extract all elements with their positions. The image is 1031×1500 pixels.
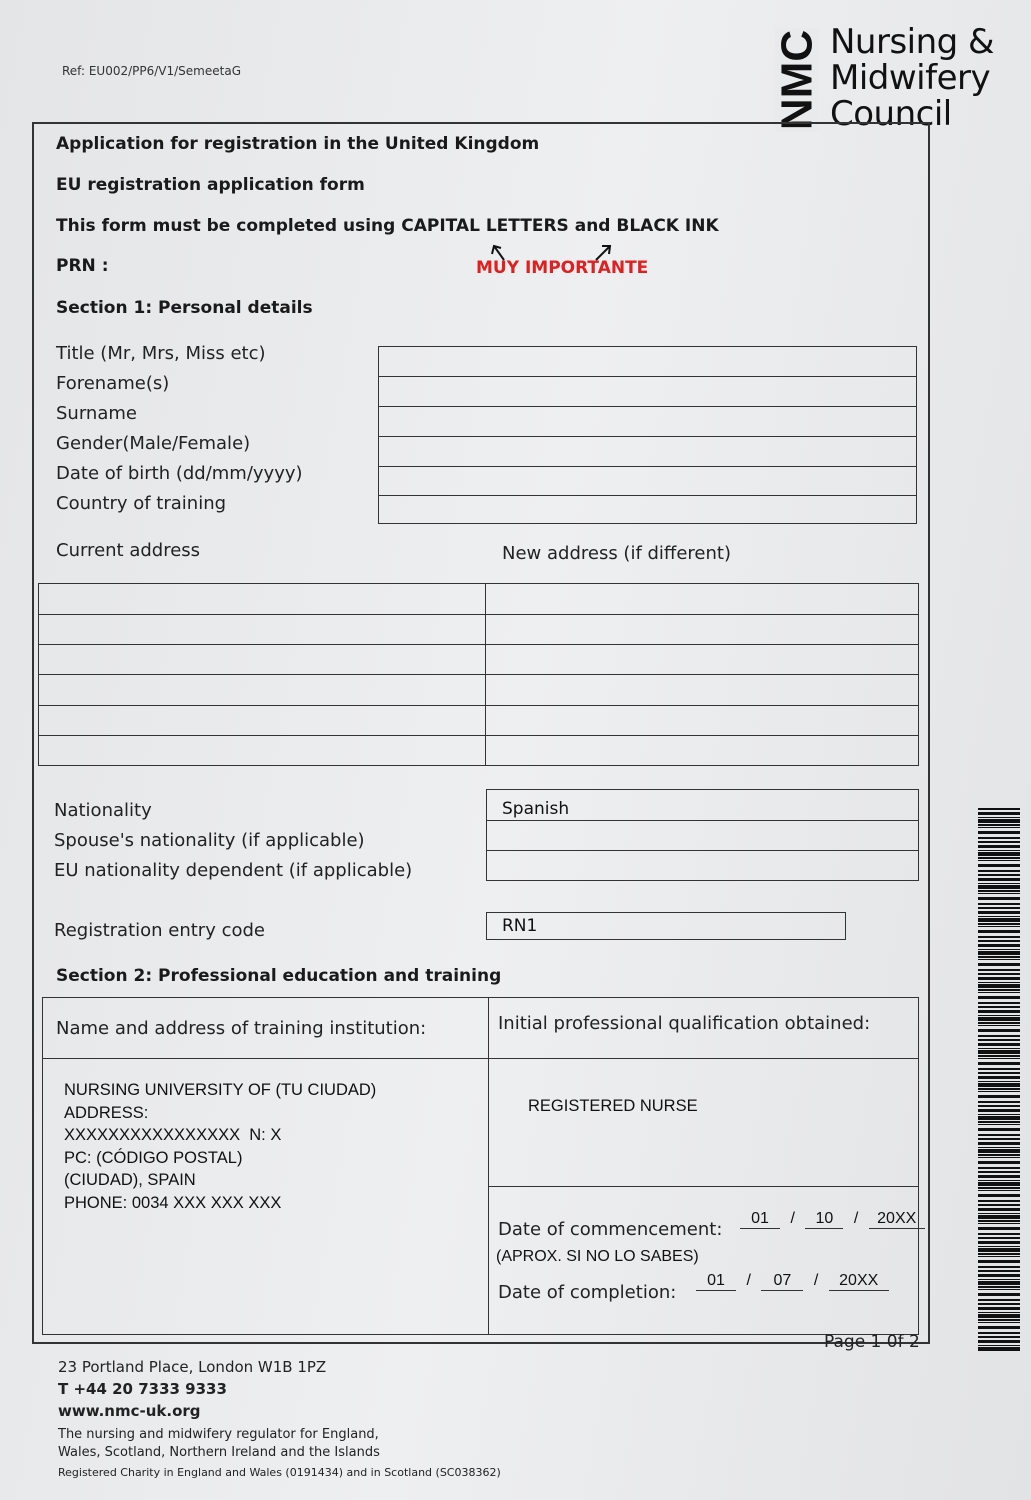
barcode-bar (978, 1015, 1020, 1016)
barcode-bar (978, 956, 1020, 958)
nationality-field[interactable]: Spanish (502, 799, 570, 819)
barcode-bar (978, 1260, 1020, 1263)
barcode-bar (978, 1109, 1020, 1112)
barcode-bar (978, 1227, 1020, 1230)
barcode-bar (978, 864, 1020, 867)
barcode-bar (978, 837, 1020, 839)
dob-label: Date of birth (dd/mm/yyyy) (56, 463, 303, 484)
entry-code-label: Registration entry code (54, 920, 265, 941)
barcode-bar (978, 1345, 1020, 1346)
barcode-bar (978, 1134, 1020, 1136)
barcode-bar (978, 923, 1020, 925)
commencement-date[interactable]: 01 / 10 / 20XX (740, 1210, 925, 1229)
barcode-bar (978, 1088, 1020, 1090)
barcode-bar (978, 918, 1020, 922)
barcode-bar (978, 1200, 1020, 1202)
footer-charity: Registered Charity in England and Wales (0191434) and in Scotland (SC038362) (58, 1466, 501, 1479)
barcode-bar (978, 1293, 1020, 1296)
barcode-bar (978, 1332, 1020, 1334)
barcode-bar (978, 973, 1020, 975)
barcode-bar (978, 949, 1020, 950)
completion-date[interactable]: 01 / 07 / 20XX (696, 1272, 889, 1291)
barcode-bar (978, 1303, 1020, 1305)
barcode-bar (978, 984, 1020, 988)
barcode-bar (978, 911, 1020, 914)
barcode-bar (978, 969, 1020, 971)
barcode-bar (978, 870, 1020, 872)
page-number: Page 1 0f 2 (824, 1332, 920, 1352)
logo-line-2: Midwifery (830, 58, 991, 98)
barcode-bar (978, 963, 1020, 966)
nmc-logo-mark (772, 28, 822, 132)
barcode-bar (978, 885, 1020, 889)
section2-heading: Section 2: Professional education and training (56, 966, 502, 986)
footer-phone: T +44 20 7333 9333 (58, 1380, 227, 1398)
barcode-bar (978, 1220, 1020, 1222)
commencement-day[interactable]: 01 (740, 1210, 780, 1229)
barcode-bar (978, 1124, 1020, 1125)
footer-tagline-1: The nursing and midwifery regulator for England, (58, 1427, 379, 1442)
dob-field[interactable] (386, 471, 906, 495)
qualification-label: Initial professional qualification obtained: (498, 1013, 871, 1034)
barcode-bar (978, 845, 1020, 848)
gender-field[interactable] (386, 441, 906, 465)
barcode-bar (978, 1017, 1020, 1021)
section1-heading: Section 1: Personal details (56, 298, 313, 318)
footer-address: 23 Portland Place, London W1B 1PZ (58, 1358, 327, 1376)
barcode-bar (978, 1336, 1020, 1338)
barcode-bar (978, 897, 1020, 900)
barcode-bar (978, 1322, 1020, 1323)
barcode-bar (978, 1161, 1020, 1164)
country-field[interactable] (386, 500, 906, 524)
barcode-bar (978, 959, 1020, 960)
barcode-bar (978, 1105, 1020, 1107)
barcode-bar (978, 1095, 1020, 1098)
barcode-bar (978, 1279, 1020, 1280)
barcode-bar (978, 850, 1020, 851)
barcode-bar (978, 940, 1020, 942)
institution-address-field[interactable] (64, 1079, 376, 1214)
barcode-bar (978, 1190, 1020, 1191)
barcode-bar (978, 1326, 1020, 1329)
institution-line-5: (CIUDAD), SPAIN (64, 1171, 196, 1189)
eu-dependent-label: EU nationality dependent (if applicable) (54, 860, 413, 881)
reference-code: Ref: EU002/PP6/V1/SemeetaG (62, 64, 241, 78)
completion-month[interactable]: 07 (761, 1272, 803, 1291)
barcode-bar (978, 1213, 1020, 1214)
form-instruction: This form must be completed using CAPITAL LETTERS and BLACK INK (56, 216, 719, 236)
barcode-bar (978, 1128, 1020, 1131)
barcode-bar (978, 1319, 1020, 1321)
barcode-bar (978, 1237, 1020, 1239)
barcode-bar (978, 1167, 1020, 1169)
new-address-field[interactable] (487, 585, 917, 765)
barcode-bar (978, 1208, 1020, 1211)
commencement-year[interactable]: 20XX (869, 1210, 925, 1229)
barcode-bar (978, 1149, 1020, 1153)
barcode-bar (978, 916, 1020, 917)
barcode-bar (978, 874, 1020, 876)
barcode-bar (978, 841, 1020, 843)
barcode-bar (978, 1299, 1020, 1301)
footer-website: www.nmc-uk.org (58, 1402, 201, 1420)
barcode-bar (978, 1025, 1020, 1026)
barcode-bar (978, 1010, 1020, 1013)
barcode-bar (978, 903, 1020, 905)
institution-line-2: ADDRESS: (64, 1103, 149, 1122)
logo-line-1: Nursing & (830, 22, 995, 62)
barcode-bar (978, 827, 1020, 828)
institution-line-4: PC: (CÓDIGO POSTAL) (64, 1148, 243, 1167)
barcode-bar (978, 1270, 1020, 1272)
barcode-bar (978, 857, 1020, 859)
barcode-bar (978, 1347, 1020, 1351)
completion-year[interactable]: 20XX (829, 1272, 889, 1291)
barcode-bar (978, 936, 1020, 938)
barcode-bar (978, 930, 1020, 933)
barcode-bar (978, 1076, 1020, 1079)
surname-field[interactable] (386, 411, 906, 435)
barcode-bar (978, 1175, 1020, 1178)
barcode-bar (978, 1101, 1020, 1103)
barcode-bar (978, 982, 1020, 983)
barcode-bar (978, 1281, 1020, 1285)
barcode-bar (978, 890, 1020, 892)
barcode-bar (978, 1002, 1020, 1004)
institution-line-3: XXXXXXXXXXXXXXXX N: X (64, 1126, 282, 1144)
barcode-bar (978, 1248, 1020, 1252)
barcode-bar (978, 1233, 1020, 1235)
current-address-label: Current address (56, 540, 201, 561)
barcode-bar (978, 1187, 1020, 1189)
commencement-month[interactable]: 10 (805, 1210, 843, 1229)
barcode-bar (978, 883, 1020, 884)
barcode-bar (978, 1114, 1020, 1115)
barcode-bar (978, 1266, 1020, 1268)
completion-day[interactable]: 01 (696, 1272, 736, 1291)
barcode-bar (978, 852, 1020, 856)
barcode-bar (978, 1035, 1020, 1037)
barcode-bar (978, 1314, 1020, 1318)
commencement-label: Date of commencement: (498, 1219, 723, 1240)
institution-label: Name and address of training institution: (56, 1018, 427, 1039)
barcode-bar (978, 819, 1020, 823)
barcode-bar (978, 1194, 1020, 1197)
barcode-bar (978, 1121, 1020, 1123)
barcode-bar (978, 1286, 1020, 1288)
barcode-bar (978, 893, 1020, 894)
barcode-bar (978, 1048, 1020, 1049)
qualification-field[interactable]: REGISTERED NURSE (528, 1097, 698, 1115)
barcode-bar (978, 1289, 1020, 1290)
barcode-bar (978, 1072, 1020, 1074)
footer-tagline-2: Wales, Scotland, Northern Ireland and the Islands (58, 1445, 380, 1460)
barcode-bar (978, 1058, 1020, 1059)
barcode-bar (978, 1253, 1020, 1255)
barcode-bar (978, 1147, 1020, 1148)
barcode-bar (978, 1154, 1020, 1156)
barcode-bar (978, 1062, 1020, 1065)
barcode-bar (978, 977, 1020, 980)
barcode-bar (978, 1022, 1020, 1024)
barcode-bar (978, 996, 1020, 999)
current-address-field[interactable] (40, 585, 484, 765)
barcode-bar (978, 817, 1020, 818)
barcode-bar (978, 907, 1020, 909)
barcode-bar (978, 1050, 1020, 1054)
barcode (978, 808, 1020, 1350)
barcode-bar (978, 1246, 1020, 1247)
logo-line-3: Council (830, 94, 952, 134)
nationality-label: Nationality (54, 800, 152, 821)
barcode-bar (978, 812, 1020, 815)
form-subtitle: EU registration application form (56, 175, 365, 195)
barcode-bar (978, 1068, 1020, 1070)
barcode-bar (978, 1223, 1020, 1224)
barcode-bar (978, 860, 1020, 861)
barcode-bar (978, 1307, 1020, 1310)
barcode-bar (978, 1029, 1020, 1032)
barcode-bar (978, 944, 1020, 947)
barcode-bar (978, 1312, 1020, 1313)
barcode-bar (978, 1116, 1020, 1120)
barcode-bar (978, 951, 1020, 955)
spouse-nationality-label: Spouse's nationality (if applicable) (54, 830, 365, 851)
barcode-bar (978, 1171, 1020, 1173)
title-field[interactable] (386, 351, 906, 375)
barcode-bar (978, 1157, 1020, 1158)
barcode-bar (978, 1006, 1020, 1008)
barcode-bar (978, 1091, 1020, 1092)
prn-label: PRN : (56, 256, 109, 276)
barcode-bar (978, 1180, 1020, 1181)
barcode-bar (978, 1039, 1020, 1041)
institution-line-1: NURSING UNIVERSITY OF (TU CIUDAD) (64, 1081, 377, 1099)
surname-label: Surname (56, 403, 137, 424)
barcode-bar (978, 824, 1020, 826)
barcode-bar (978, 831, 1020, 834)
forename-field[interactable] (386, 381, 906, 405)
barcode-bar (978, 926, 1020, 927)
spouse-nationality-field[interactable] (502, 829, 902, 851)
logo-mark-text: NMC (772, 29, 822, 131)
barcode-bar (978, 1081, 1020, 1082)
barcode-bar (978, 1055, 1020, 1057)
barcode-bar (978, 1138, 1020, 1140)
logo-wordmark (830, 24, 994, 132)
barcode-bar (978, 1043, 1020, 1046)
title-label: Title (Mr, Mrs, Miss etc) (56, 343, 266, 364)
barcode-bar (978, 1083, 1020, 1087)
gender-label: Gender(Male/Female) (56, 433, 251, 454)
annotation-important: MUY IMPORTANTE (476, 258, 649, 278)
barcode-bar (978, 989, 1020, 991)
barcode-bar (978, 1204, 1020, 1206)
barcode-bar (978, 1256, 1020, 1257)
eu-dependent-field[interactable] (502, 859, 902, 881)
institution-line-6: PHONE: 0034 XXX XXX XXX (64, 1193, 282, 1212)
barcode-bar (978, 1215, 1020, 1219)
completion-label: Date of completion: (498, 1282, 677, 1303)
entry-code-field[interactable]: RN1 (502, 916, 538, 936)
barcode-bar (978, 1182, 1020, 1186)
commencement-note: (APROX. SI NO LO SABES) (496, 1248, 699, 1265)
barcode-bar (978, 1340, 1020, 1343)
barcode-bar (978, 992, 1020, 993)
forename-label: Forename(s) (56, 373, 170, 394)
barcode-bar (978, 1241, 1020, 1244)
barcode-bar (978, 1142, 1020, 1145)
barcode-bar (978, 1274, 1020, 1277)
barcode-bar (978, 878, 1020, 881)
form-title: Application for registration in the United Kingdom (56, 134, 540, 154)
new-address-label: New address (if different) (502, 543, 731, 564)
barcode-bar (978, 808, 1020, 810)
country-label: Country of training (56, 493, 227, 514)
